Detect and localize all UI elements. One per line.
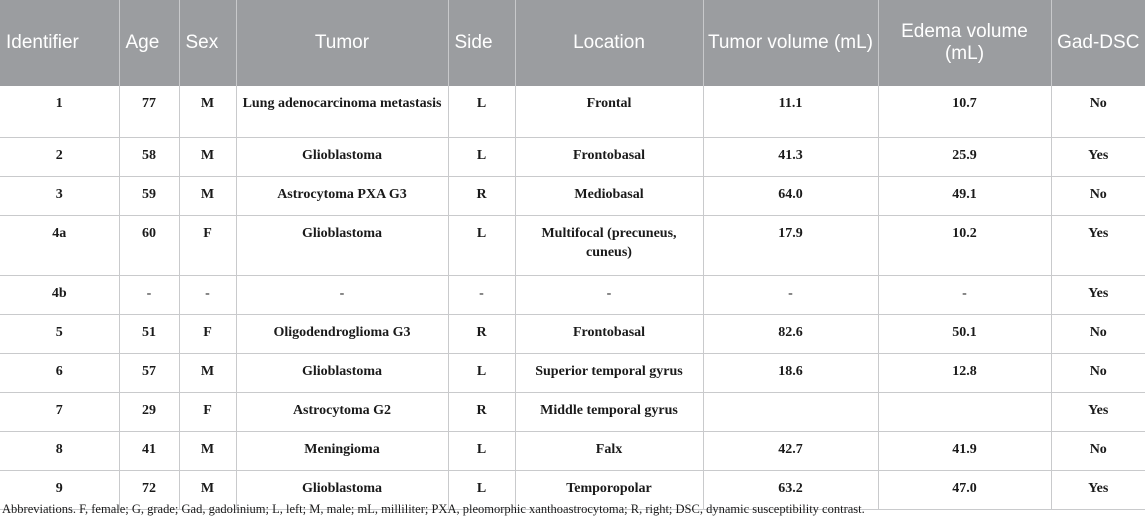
header-side: Side bbox=[448, 0, 515, 86]
cell-identifier: 4b bbox=[0, 276, 119, 315]
table-row bbox=[0, 393, 1145, 432]
header-tumor: Tumor bbox=[236, 0, 448, 86]
header-tumor-volume: Tumor volume (mL) bbox=[703, 0, 878, 86]
cell-tumor: Glioblastoma bbox=[236, 354, 448, 393]
header-location: Location bbox=[515, 0, 703, 86]
cell-location: Temporopolar bbox=[515, 471, 703, 510]
cell-edema-volume: 10.7 bbox=[878, 86, 1051, 138]
cell-age: 60 bbox=[119, 216, 179, 276]
cell-gad-dsc: Yes bbox=[1051, 138, 1145, 177]
cell-side: L bbox=[448, 354, 515, 393]
cell-sex: M bbox=[179, 86, 236, 138]
cell-gad-dsc: No bbox=[1051, 177, 1145, 216]
cell-gad-dsc: No bbox=[1051, 315, 1145, 354]
cell-edema-volume: 47.0 bbox=[878, 471, 1051, 510]
cell-gad-dsc: No bbox=[1051, 354, 1145, 393]
cell-side: - bbox=[448, 276, 515, 315]
cell-tumor: Glioblastoma bbox=[236, 138, 448, 177]
header-age: Age bbox=[119, 0, 179, 86]
cell-identifier: 4a bbox=[0, 216, 119, 276]
cell-tumor-volume: 64.0 bbox=[703, 177, 878, 216]
cell-edema-volume: 25.9 bbox=[878, 138, 1051, 177]
cell-location: - bbox=[515, 276, 703, 315]
cell-sex: F bbox=[179, 393, 236, 432]
cell-gad-dsc: Yes bbox=[1051, 276, 1145, 315]
table-row bbox=[0, 354, 1145, 393]
cell-side: L bbox=[448, 216, 515, 276]
cell-location: Frontobasal bbox=[515, 138, 703, 177]
cell-tumor: Oligodendroglioma G3 bbox=[236, 315, 448, 354]
cell-identifier: 6 bbox=[0, 354, 119, 393]
cell-tumor: Glioblastoma bbox=[236, 216, 448, 276]
table-row bbox=[0, 216, 1145, 276]
cell-side: L bbox=[448, 432, 515, 471]
table-row bbox=[0, 177, 1145, 216]
cell-age: 57 bbox=[119, 354, 179, 393]
header-row bbox=[0, 0, 1145, 86]
table-row bbox=[0, 138, 1145, 177]
cell-tumor-volume: 82.6 bbox=[703, 315, 878, 354]
cell-location: Multifocal (precuneus, cuneus) bbox=[515, 216, 703, 276]
cell-tumor-volume: 17.9 bbox=[703, 216, 878, 276]
cell-location: Frontal bbox=[515, 86, 703, 138]
cell-sex: M bbox=[179, 138, 236, 177]
cell-identifier: 9 bbox=[0, 471, 119, 510]
cell-sex: M bbox=[179, 471, 236, 510]
cell-location: Middle temporal gyrus bbox=[515, 393, 703, 432]
cell-gad-dsc: No bbox=[1051, 86, 1145, 138]
cell-tumor: - bbox=[236, 276, 448, 315]
cell-age: 59 bbox=[119, 177, 179, 216]
cell-age: 51 bbox=[119, 315, 179, 354]
table-footnote: Abbreviations. F, female; G, grade; Gad, gadolinium; L, left; M, male; mL, milliliter; PXA, pleomorphic xanthoastrocytoma; R, right; DSC, dynamic susceptibility contrast. bbox=[2, 502, 865, 516]
cell-identifier: 1 bbox=[0, 86, 119, 138]
cell-tumor-volume: 18.6 bbox=[703, 354, 878, 393]
cell-sex: M bbox=[179, 354, 236, 393]
cell-location: Superior temporal gyrus bbox=[515, 354, 703, 393]
cell-side: L bbox=[448, 138, 515, 177]
cell-age: 77 bbox=[119, 86, 179, 138]
cell-identifier: 7 bbox=[0, 393, 119, 432]
cell-location: Frontobasal bbox=[515, 315, 703, 354]
cell-tumor-volume: 41.3 bbox=[703, 138, 878, 177]
cell-sex: - bbox=[179, 276, 236, 315]
cell-identifier: 3 bbox=[0, 177, 119, 216]
cell-location: Mediobasal bbox=[515, 177, 703, 216]
cell-identifier: 8 bbox=[0, 432, 119, 471]
cell-sex: F bbox=[179, 315, 236, 354]
header-identifier: Identifier bbox=[0, 0, 119, 86]
cell-sex: F bbox=[179, 216, 236, 276]
cell-tumor: Lung adenocarcinoma metastasis bbox=[236, 86, 448, 138]
cell-tumor: Meningioma bbox=[236, 432, 448, 471]
cell-sex: M bbox=[179, 177, 236, 216]
cell-edema-volume: - bbox=[878, 276, 1051, 315]
cell-age: 29 bbox=[119, 393, 179, 432]
cell-edema-volume: 41.9 bbox=[878, 432, 1051, 471]
table-row bbox=[0, 86, 1145, 138]
cell-age: 41 bbox=[119, 432, 179, 471]
cell-tumor-volume: - bbox=[703, 276, 878, 315]
cell-gad-dsc: Yes bbox=[1051, 393, 1145, 432]
cell-tumor: Astrocytoma PXA G3 bbox=[236, 177, 448, 216]
cell-edema-volume: 49.1 bbox=[878, 177, 1051, 216]
cell-gad-dsc: Yes bbox=[1051, 471, 1145, 510]
table-row bbox=[0, 432, 1145, 471]
header-edema-volume: Edema volume (mL) bbox=[878, 0, 1051, 86]
header-gad-dsc: Gad-DSC bbox=[1051, 0, 1145, 86]
cell-edema-volume bbox=[878, 393, 1051, 432]
cell-identifier: 2 bbox=[0, 138, 119, 177]
cell-gad-dsc: Yes bbox=[1051, 216, 1145, 276]
cell-tumor-volume: 63.2 bbox=[703, 471, 878, 510]
table-row bbox=[0, 276, 1145, 315]
cell-tumor: Glioblastoma bbox=[236, 471, 448, 510]
cell-side: R bbox=[448, 393, 515, 432]
cell-side: R bbox=[448, 315, 515, 354]
cell-edema-volume: 12.8 bbox=[878, 354, 1051, 393]
cell-sex: M bbox=[179, 432, 236, 471]
cell-side: L bbox=[448, 471, 515, 510]
table-row bbox=[0, 315, 1145, 354]
cell-gad-dsc: No bbox=[1051, 432, 1145, 471]
cell-age: 72 bbox=[119, 471, 179, 510]
header-sex: Sex bbox=[179, 0, 236, 86]
cell-edema-volume: 50.1 bbox=[878, 315, 1051, 354]
cell-side: R bbox=[448, 177, 515, 216]
cell-tumor: Astrocytoma G2 bbox=[236, 393, 448, 432]
cell-tumor-volume bbox=[703, 393, 878, 432]
cell-location: Falx bbox=[515, 432, 703, 471]
cell-tumor-volume: 42.7 bbox=[703, 432, 878, 471]
cell-age: - bbox=[119, 276, 179, 315]
cell-identifier: 5 bbox=[0, 315, 119, 354]
cell-age: 58 bbox=[119, 138, 179, 177]
cell-edema-volume: 10.2 bbox=[878, 216, 1051, 276]
cell-side: L bbox=[448, 86, 515, 138]
cell-tumor-volume: 11.1 bbox=[703, 86, 878, 138]
